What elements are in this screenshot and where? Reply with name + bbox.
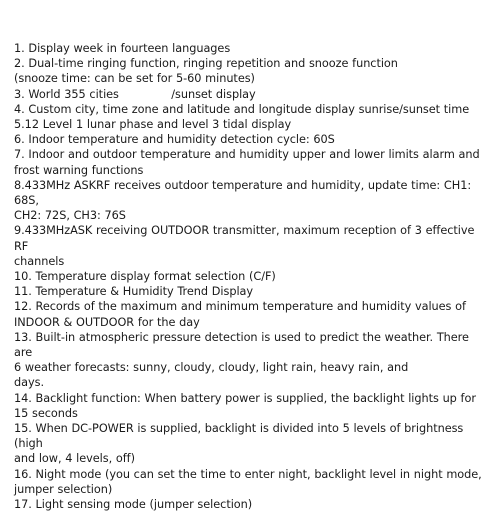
list-item: INDOOR & OUTDOOR for the day xyxy=(14,315,200,329)
list-item: 9.433MHzASK receiving OUTDOOR transmitter, maximum reception of 3 effective RF xyxy=(14,224,479,253)
list-item: (snooze time: can be set for 5-60 minutes) xyxy=(14,72,255,86)
list-item: jumper selection) xyxy=(14,482,113,496)
list-item: 14. Backlight function: When battery power is supplied, the backlight lights up for xyxy=(14,391,476,405)
list-item: 13. Built-in atmospheric pressure detection is used to predict the weather. There are xyxy=(14,330,473,360)
list-item: 15. When DC-POWER is supplied, backlight is divided into 5 levels of brightness (high xyxy=(14,422,468,451)
list-item: 15 seconds xyxy=(14,406,78,420)
list-item: 3. World 355 cities /sunset display xyxy=(14,87,256,101)
list-item: channels xyxy=(14,254,65,268)
list-item: 12. Records of the maximum and minimum temperature and humidity values of xyxy=(14,300,466,314)
list-item: CH2: 72S, CH3: 76S xyxy=(14,209,126,223)
list-item: 8.433MHz ASKRF receives outdoor temperature and humidity, update time: CH1: 68S, xyxy=(14,178,475,208)
list-item: frost warning functions xyxy=(14,163,144,177)
list-item: 10. Temperature display format selection (C/F) xyxy=(14,270,276,284)
list-item: 2. Dual-time ringing function, ringing repetition and snooze function xyxy=(14,57,398,71)
list-item: 7. Indoor and outdoor temperature and humidity upper and lower limits alarm and xyxy=(14,148,480,162)
list-item: 6. Indoor temperature and humidity detection cycle: 60S xyxy=(14,133,335,147)
list-item: 6 weather forecasts: sunny, cloudy, cloudy, light rain, heavy rain, and days. xyxy=(14,361,461,390)
list-item: 1. Display week in fourteen languages xyxy=(14,42,231,55)
list-item: and low, 4 levels, off) xyxy=(14,452,135,466)
list-item: 5.12 Level 1 lunar phase and level 3 tidal display xyxy=(14,118,292,132)
list-item: 4. Custom city, time zone and latitude and longitude display sunrise/sunset time xyxy=(14,102,470,116)
list-item: 16. Night mode (you can set the time to enter night, backlight level in night mode, xyxy=(14,467,482,481)
list-item: 17. Light sensing mode (jumper selection) xyxy=(14,498,253,512)
list-item: 11. Temperature & Humidity Trend Display xyxy=(14,285,254,299)
feature-list xyxy=(14,41,488,512)
